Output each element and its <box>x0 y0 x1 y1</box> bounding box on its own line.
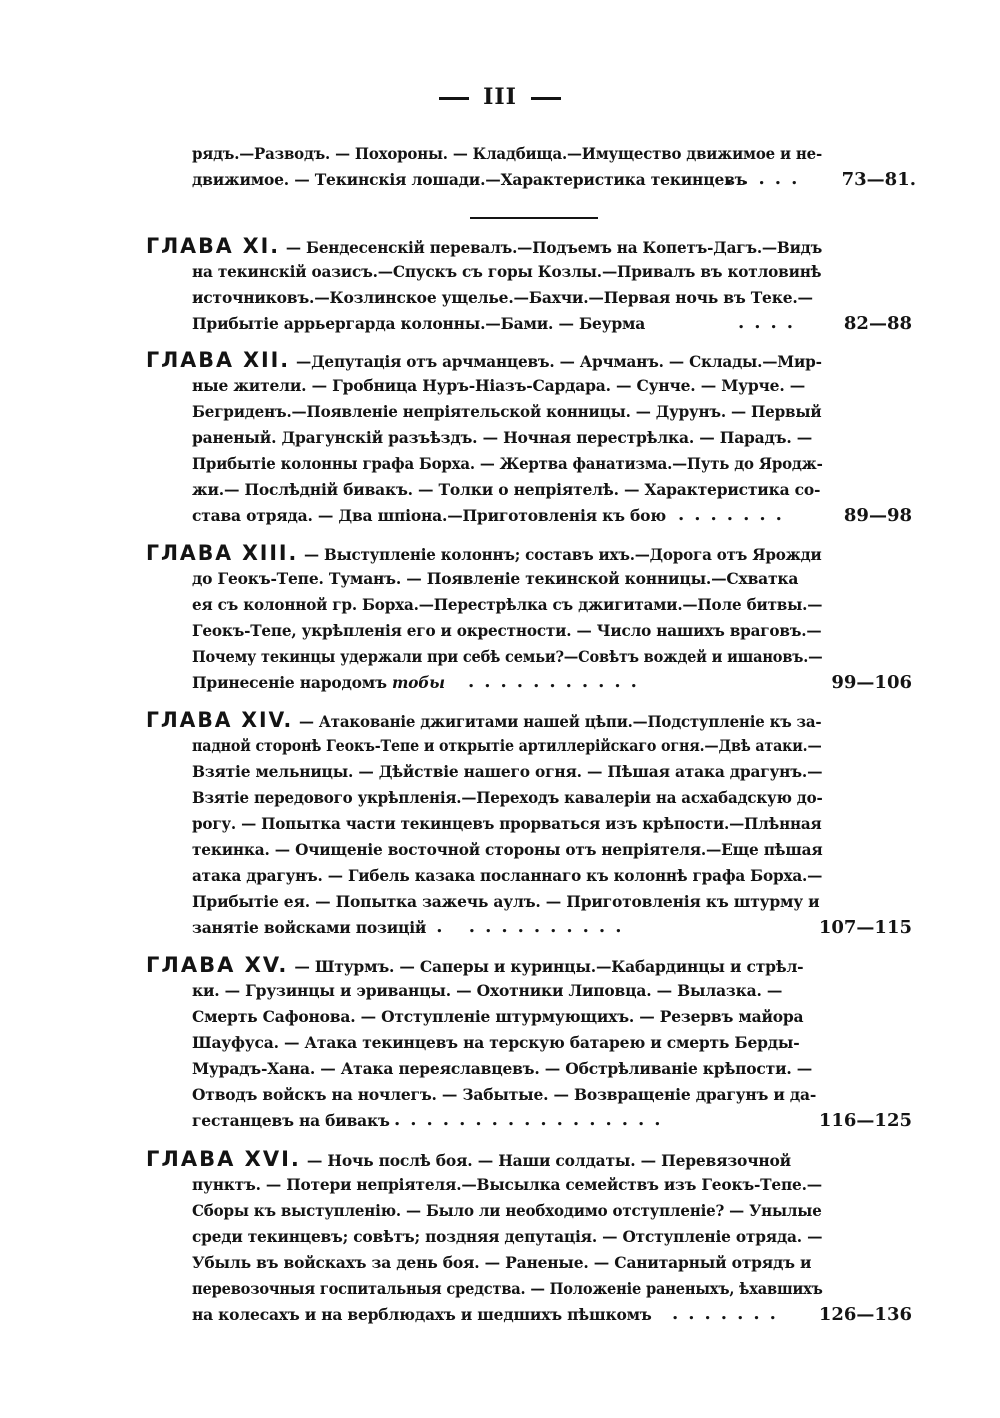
leader-dots: .. .......... <box>420 916 632 937</box>
page-range: 116—125 <box>818 1110 912 1131</box>
chapter-line: Бегриденъ.—Появленіе непріятельской конницы. — Дурунъ. — Первый <box>192 402 822 421</box>
chapter-line: Сборы къ выступленію. — Было ли необходимо отступленіе? — Унылые <box>192 1201 822 1220</box>
chapter-first-line <box>146 347 822 373</box>
leader-dots: ....... <box>678 504 792 525</box>
chapter-line: Взятіе мельницы. — Дѣйствіе нашего огня. — Пѣшая атака драгунъ.— <box>192 762 823 781</box>
leader-dots: ..... <box>726 168 808 189</box>
chapter-line: источниковъ.—Козлинское ущелье.—Бахчи.—Первая ночь въ Теке.— <box>192 288 813 307</box>
page-header <box>0 84 1000 110</box>
page-range: 107—115 <box>818 917 912 938</box>
chapter-line: на текинскій оазисъ.—Спускъ съ горы Козлы.—Привалъ въ котловинѣ <box>192 262 822 281</box>
page-range: 73—81. <box>841 169 916 190</box>
chapter-line: Мурадъ-Хана. — Атака переяславцевъ. — Обстрѣливаніе крѣпости. — <box>192 1059 813 1078</box>
chapter-line: — Бендесенскій перевалъ.—Подъемъ на Копетъ-Дагъ.—Видъ <box>285 238 823 257</box>
chapter-line: ные жители. — Гробница Нуръ-Ніазъ-Сардара. — Сунче. — Мурче. — <box>192 376 806 395</box>
chapter-line: до Геокъ-Тепе. Туманъ. — Появленіе текинской конницы.—Схватка <box>192 569 799 588</box>
chapter-line: ея съ колонной гр. Борха.—Перестрѣлка съ джигитами.—Поле битвы.— <box>192 595 823 614</box>
chapter-line: ки. — Грузинцы и эриванцы. — Охотники Липовца. — Вылазка. — <box>192 981 783 1000</box>
chapter-line: Почему текинцы удержали при себѣ семьи?—Совѣтъ вождей и ишановъ.— <box>192 647 823 666</box>
page-range: 126—136 <box>818 1304 912 1325</box>
chapter-line: — Ночь послѣ боя. — Наши солдаты. — Перевязочной <box>306 1151 791 1170</box>
chapter-line: Прибытіе аррьергарда колонны.—Бами. — Беурма <box>192 314 646 333</box>
chapter-line: атака драгунъ. — Гибель казака посланнаго къ колоннѣ графа Борха.— <box>192 866 823 885</box>
section-separator <box>470 217 598 219</box>
leader-dots: ........... <box>468 671 647 692</box>
chapter-line: раненый. Драгунскій разъѣздъ. — Ночная перестрѣлка. — Парадъ. — <box>192 428 813 447</box>
chapter-line: падной сторонѣ Геокъ-Тепе и открытіе артиллерійскаго огня.—Двѣ атаки.— <box>192 736 822 755</box>
chapter-label: ГЛАВА XVI. <box>146 1147 301 1171</box>
chapter-line: перевозочныя госпитальныя средства. — Положеніе раненыхъ, ѣхавшихъ <box>192 1279 823 1298</box>
chapter-first-line <box>146 952 803 978</box>
chapter-line: текинка. — Очищеніе восточной стороны отъ непріятеля.—Еще пѣшая <box>192 840 823 859</box>
chapter-line: на колесахъ и на верблюдахъ и шедшихъ пѣшкомъ <box>192 1305 652 1324</box>
page-range: 82—88 <box>843 313 912 334</box>
chapter-last-line <box>192 670 445 696</box>
header-dash-right <box>531 97 561 100</box>
page-range: 89—98 <box>843 505 912 526</box>
intro-line: движимое. — Текинскія лошади.—Характеристика текинцевъ <box>192 170 747 189</box>
chapter-line: — Штурмъ. — Саперы и куринцы.—Кабардинцы и стрѣл- <box>294 957 804 976</box>
header-dash-left <box>439 97 469 100</box>
chapter-line: занятіе войсками позицій <box>192 918 427 937</box>
chapter-first-line <box>146 707 821 733</box>
leader-dots: .... <box>738 312 804 333</box>
chapter-line: Смерть Сафонова. — Отступленіе штурмующихъ. — Резервъ майора <box>192 1007 804 1026</box>
chapter-line: Отводъ войскъ на ночлегъ. — Забытые. — Возвращеніе драгунъ и да- <box>192 1085 817 1104</box>
chapter-label: ГЛАВА XIV. <box>146 708 294 732</box>
chapter-line: рогу. — Попытка части текинцевъ прорваться изъ крѣпости.—Плѣнная <box>192 814 822 833</box>
chapter-line: Прибытіе ея. — Попытка зажечь аулъ. — Приготовленія къ штурму и <box>192 892 820 911</box>
page-number: III <box>483 84 517 110</box>
italic-word: тобы <box>391 673 445 692</box>
chapter-line: става отряда. — Два шпіона.—Приготовленія къ бою <box>192 506 666 525</box>
chapter-line: пунктъ. — Потери непріятеля.—Высылка семействъ изъ Геокъ-Тепе.— <box>192 1175 822 1194</box>
chapter-line: Взятіе передового укрѣпленія.—Переходъ кавалеріи на асхабадскую до- <box>192 788 823 807</box>
chapter-line: — Атакованіе джигитами нашей цѣпи.—Подступленіе къ за- <box>298 712 822 731</box>
leader-dots: ....... <box>672 1303 786 1324</box>
chapter-first-line <box>146 540 821 566</box>
chapter-line: — Выступленіе колоннъ; составъ ихъ.—Дорога отъ Ярожди <box>304 545 822 564</box>
chapter-line: Шауфуса. — Атака текинцевъ на терскую батарею и смерть Берды- <box>192 1033 800 1052</box>
chapter-first-line <box>146 233 822 259</box>
chapter-line: среди текинцевъ; совѣтъ; поздняя депутація. — Отступленіе отряда. — <box>192 1227 823 1246</box>
chapter-line: гестанцевъ на бивакъ <box>192 1111 390 1130</box>
chapter-line: Геокъ-Тепе, укрѣпленія его и окрестности. — Число нашихъ враговъ.— <box>192 621 822 640</box>
chapter-line: жи.— Послѣдній бивакъ. — Толки о непріятелѣ. — Характеристика со- <box>192 480 821 499</box>
page-range: 99—106 <box>831 672 912 693</box>
leader-dots: ................. <box>394 1109 671 1130</box>
chapter-first-line <box>146 1146 791 1172</box>
chapter-line: Прибытіе колонны графа Борха. — Жертва фанатизма.—Путь до Яродж- <box>192 454 823 473</box>
chapter-label: ГЛАВА XII. <box>146 348 291 372</box>
intro-line: рядъ.—Разводъ. — Похороны. — Кладбища.—Имущество движимое и не- <box>192 144 823 163</box>
chapter-line: Принесеніе народомъ <box>192 673 387 692</box>
chapter-label: ГЛАВА XIII. <box>146 541 299 565</box>
chapter-label: ГЛАВА XI. <box>146 234 281 258</box>
chapter-line: Убыль въ войскахъ за день боя. — Раненые. — Санитарный отрядъ и <box>192 1253 812 1272</box>
chapter-line: —Депутація отъ арчманцевъ. — Арчманъ. — Склады.—Мир- <box>296 352 822 371</box>
chapter-label: ГЛАВА XV. <box>146 953 289 977</box>
